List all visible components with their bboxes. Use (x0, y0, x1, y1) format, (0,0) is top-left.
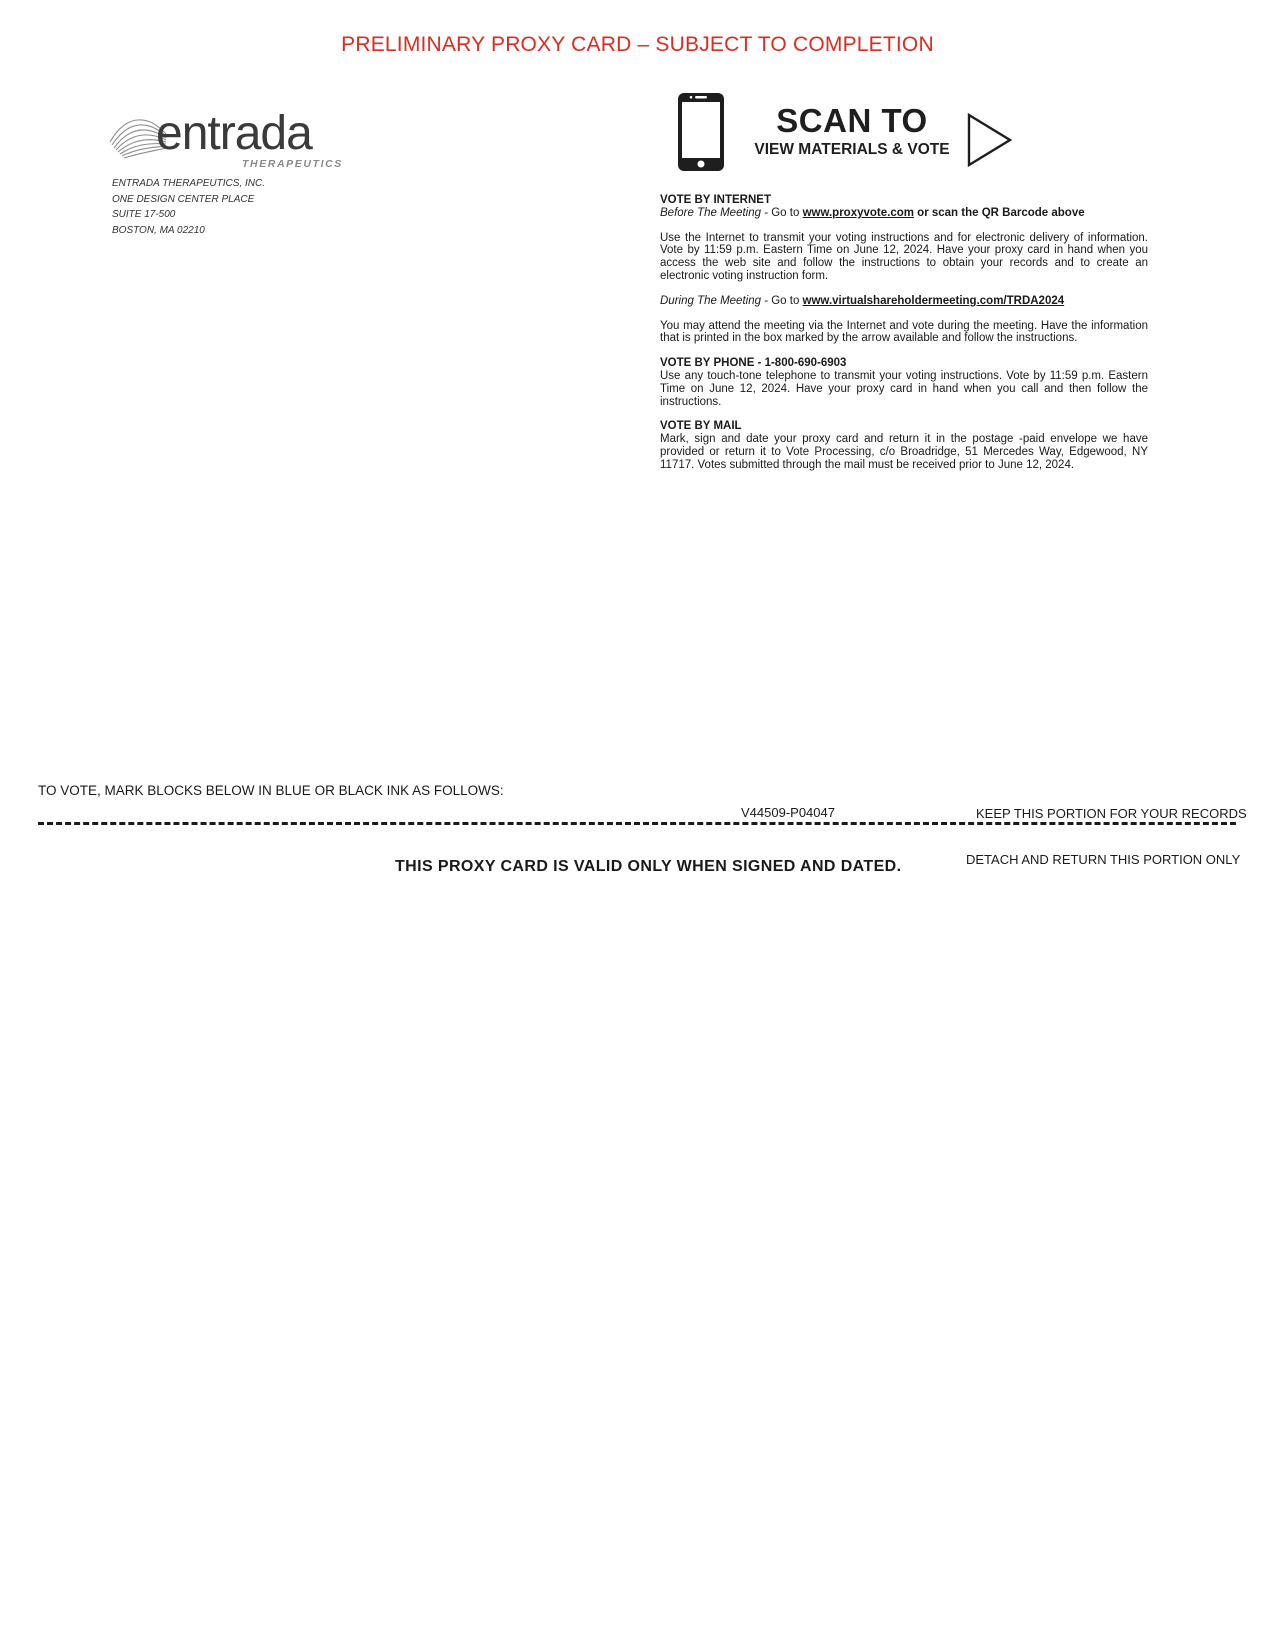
mail-instructions: Mark, sign and date your proxy card and return it in the postage -paid envelope we have provided or return it to Vote Processing, c/o Broadridge, 51 Mercedes Way, Edgewood, NY 11717. Votes submitted through the mail must be received prior to June 12, 2024. (660, 433, 1148, 471)
during-meeting-instructions: You may attend the meeting via the Internet and vote during the meeting. Have the information that is printed in the box marked by the arrow available and follow the instructions. (660, 319, 1148, 345)
keep-portion-label: KEEP THIS PORTION FOR YOUR RECORDS (976, 806, 1247, 821)
detach-perforation-line (38, 822, 1236, 825)
detach-portion-label: DETACH AND RETURN THIS PORTION ONLY (966, 852, 1241, 867)
smartphone-icon (677, 92, 725, 177)
company-address (112, 176, 265, 238)
company-logo (108, 108, 348, 176)
vote-internet-heading: VOTE BY INTERNET (660, 194, 771, 206)
before-meeting-label: Before The Meeting (660, 206, 762, 219)
logo-wordmark: entrada (156, 107, 312, 160)
phone-instructions: Use any touch-tone telephone to transmit your voting instructions. Vote by 11:59 p.m. Eastern Time on June 12, 2024. Have your proxy card in hand when you call and then follow the instructions. (660, 369, 1148, 408)
address-line: SUITE 17-500 (112, 209, 176, 220)
before-goto-text: - Go to (761, 206, 803, 219)
mark-blocks-instruction: TO VOTE, MARK BLOCKS BELOW IN BLUE OR BLACK INK AS FOLLOWS: (38, 783, 504, 798)
address-line: ENTRADA THERAPEUTICS, INC. (112, 178, 265, 189)
valid-notice: THIS PROXY CARD IS VALID ONLY WHEN SIGNED AND DATED. (395, 858, 902, 875)
during-meeting-label: During The Meeting (660, 294, 761, 307)
before-meeting-line (660, 207, 1148, 220)
scan-title: SCAN TO (776, 102, 928, 139)
vote-mail-heading: VOTE BY MAIL (660, 420, 742, 433)
control-code: V44509-P04047 (741, 805, 835, 820)
address-line: ONE DESIGN CENTER PLACE (112, 193, 255, 205)
address-line: BOSTON, MA 02210 (112, 224, 205, 236)
during-meeting-line (660, 295, 1148, 308)
preliminary-notice: PRELIMINARY PROXY CARD – SUBJECT TO COMPLETION (341, 33, 934, 56)
logo-subtitle: THERAPEUTICS (242, 158, 343, 170)
during-goto-text: - Go to (761, 294, 803, 307)
virtual-meeting-link[interactable]: www.virtualshareholdermeeting.com/TRDA2024 (802, 294, 1065, 307)
voting-instructions (660, 194, 1148, 472)
play-arrow-icon (966, 112, 1014, 173)
proxyvote-link[interactable]: www.proxyvote.com (802, 206, 914, 219)
vote-phone-heading: VOTE BY PHONE - 1-800-690-6903 (660, 357, 847, 370)
scan-subtitle: VIEW MATERIALS & VOTE (754, 141, 950, 158)
internet-instructions: Use the Internet to transmit your voting instructions and for electronic delivery of information. Vote by 11:59 p.m. Eastern Time on June 12, 2024. Have your proxy card in hand when you access the web site and follow the instructions to obtain your records and to create an electronic voting instruction form. (660, 231, 1148, 282)
qr-barcode-text: or scan the QR Barcode above (913, 206, 1085, 219)
